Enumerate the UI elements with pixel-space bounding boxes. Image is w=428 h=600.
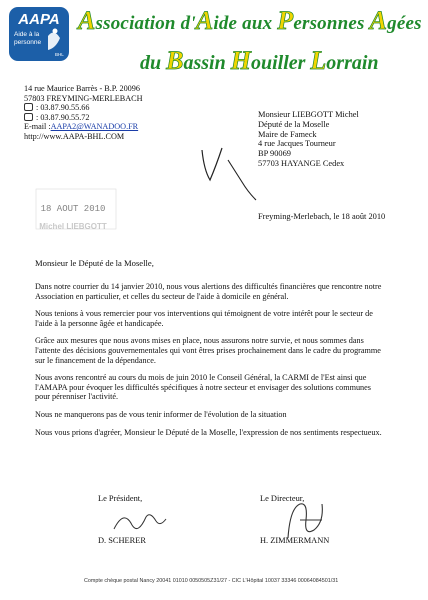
- header-line-2: du Bassin Houiller Lorrain: [140, 46, 379, 75]
- logo-tagline-3: BHL: [55, 52, 64, 57]
- recipient-street: 4 rue Jacques Tourneur: [258, 139, 336, 149]
- handwritten-mark: [198, 140, 262, 210]
- recipient-city: 57703 HAYANGE Cedex: [258, 158, 345, 168]
- address-phone-line: : 03.87.90.55.66: [24, 103, 143, 113]
- email-link[interactable]: AAPA2@WANADOO.FR: [50, 122, 139, 132]
- paragraph: Nous tenions à vous remercier pour vos interventions qui témoignent de votre intérêt pour le secteur de l'aide à la personne âgée et handicapée.: [35, 309, 373, 328]
- address-fax-line: : 03.87.90.55.72: [24, 113, 143, 123]
- header-line-1: Association d'Aide aux Personnes Agées: [78, 6, 422, 35]
- stamp-name: Michel LIEBGOTT: [39, 222, 107, 231]
- paragraph: Grâce aux mesures que nous avons mises en place, nous assurons notre survie, et nous sommes dans l'attente des décisions gouvernementales qui vont êtres prises prochainement dans le cadre du programme sur le financement de la dépendance.: [35, 336, 381, 365]
- address-city: 57803 FREYMING-MERLEBACH: [24, 93, 143, 103]
- paragraph: Nous ne manquerons pas de vous tenir informer de l'évolution de la situation: [35, 409, 287, 419]
- received-stamp: [28, 185, 123, 233]
- recipient-address: [258, 110, 359, 169]
- paragraph: Dans notre courrier du 14 janvier 2010, nous vous alertions des difficultés financières que rencontre notre Association en particulier, et celles du secteur de l'aide à domicile en général.: [35, 282, 382, 301]
- paragraph: Nous avons rencontré au cours du mois de juin 2010 le Conseil Général, la CARMI de l'Est ainsi que l'AMAPA pour évoquer les difficultés spécifiques à notre secteur et envisager des solutions communes pour pérenniser l'activité.: [35, 373, 371, 402]
- president-name: D. SCHERER: [98, 536, 146, 545]
- director-name: H. ZIMMERMANN: [260, 536, 330, 545]
- address-email-line: E-mail :AAPA2@WANADOO.FR: [24, 122, 139, 132]
- logo-tagline-1: Aide à la: [14, 31, 40, 38]
- director-title: Le Directeur,: [260, 494, 305, 503]
- phone-icon: [24, 103, 33, 111]
- recipient-bp: BP 90069: [258, 149, 291, 159]
- address-street: 14 rue Maurice Barrès - B.P. 20096: [24, 84, 140, 93]
- president-title: Le Président,: [98, 494, 143, 503]
- recipient-name: Monsieur LIEBGOTT Michel: [258, 110, 359, 119]
- address-website[interactable]: http://www.AAPA-BHL.COM: [24, 131, 125, 141]
- logo-tagline-2: personne: [14, 39, 42, 46]
- letter-body: [35, 282, 387, 445]
- president-signature: [110, 505, 170, 537]
- fax-icon: [24, 113, 33, 121]
- stamp-date: 18 AOUT 2010: [40, 204, 106, 214]
- logo-brand: AAPA: [18, 11, 60, 28]
- footer-bank-details: Compte chèque postal Nancy 20041 01010 0050505Z31/27 - CIC L'Hôpital 10037 33346 00064084501/31: [84, 578, 339, 584]
- paragraph: Nous vous prions d'agréer, Monsieur le Député de la Moselle, l'expression de nos sentiments respectueux.: [35, 427, 382, 437]
- recipient-title: Député de la Moselle: [258, 119, 330, 129]
- aapa-logo: [8, 6, 70, 62]
- date-line: Freyming-Merlebach, le 18 août 2010: [258, 212, 386, 221]
- recipient-office: Maire de Fameck: [258, 129, 317, 139]
- salutation: Monsieur le Député de la Moselle,: [35, 258, 154, 268]
- sender-address: [24, 84, 143, 142]
